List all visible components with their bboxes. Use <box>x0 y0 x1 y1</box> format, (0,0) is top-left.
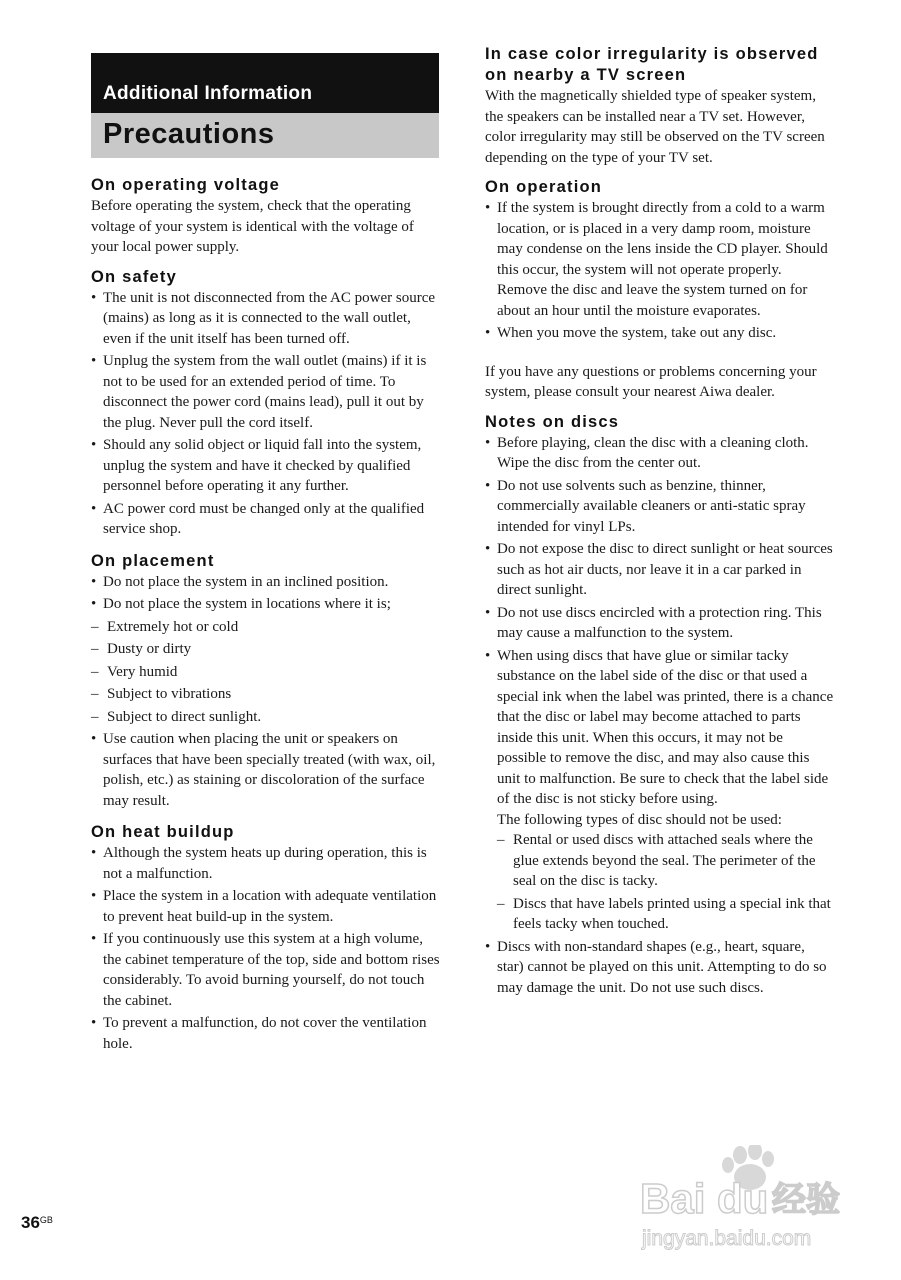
list-item: – Extremely hot or cold <box>79 617 441 638</box>
operation-list <box>485 198 835 344</box>
region-code: GB <box>39 1215 53 1225</box>
placement-locations-list <box>79 617 441 728</box>
list-item: • AC power cord must be changed only at the qualified service shop. <box>91 499 441 540</box>
list-item: – Very humid <box>79 662 441 683</box>
right-column <box>485 44 835 1000</box>
list-item: • If the system is brought directly from a cold to a warm location, or is placed in a very damp room, moisture may condense on the lens inside the CD player. Should this occur, the system will not operate properly. Remove the disc and leave the system turned on for about an hour until the moisture evaporates. <box>485 198 835 321</box>
watermark-brand: Bai du <box>640 1175 769 1222</box>
list-item: – Subject to vibrations <box>79 684 441 705</box>
list-item-text: When using discs that have glue or similar tacky substance on the label side of the disc or that used a special ink when the label was printed, there is a chance that the disc or label may become attached to parts inside this unit. When this occurs, it may not be possible to remove the disc, and may also cause this unit to malfunction. Be sure to check that the label side of the disc is not sticky before using. <box>497 647 834 807</box>
dealer-contact-text: If you have any questions or problems concerning your system, please consult your nearest Aiwa dealer. <box>485 363 817 400</box>
list-item: • Should any solid object or liquid fall into the system, unplug the system and have it checked by qualified personnel before operating it any further. <box>91 435 441 497</box>
baidu-watermark <box>640 1145 850 1260</box>
list-item: • Before playing, clean the disc with a cleaning cloth. Wipe the disc from the center out. <box>485 433 835 474</box>
list-item: • Use caution when placing the unit or speakers on surfaces that have been specially treated (with wax, oil, polish, etc.) as staining or discoloration of the surface may result. <box>91 729 441 811</box>
section-category: Additional Information <box>103 83 313 104</box>
list-item: • Do not place the system in an inclined position. <box>91 572 441 593</box>
list-item: • Discs with non-standard shapes (e.g., heart, square, star) cannot be played on this unit. Attempting to do so may damage the unit. Do not use such discs. <box>485 937 835 999</box>
list-item: – Subject to direct sunlight. <box>79 707 441 728</box>
list-item: • The unit is not disconnected from the AC power source (mains) as long as it is connected to the wall outlet, even if the unit itself has been turned off. <box>91 288 441 350</box>
operating-voltage-text: Before operating the system, check that the operating voltage of your system is identical with the voltage of your local power supply. <box>91 198 414 255</box>
list-item-note: The following types of disc should not be used: <box>497 811 782 828</box>
heading-placement: On placement <box>91 551 215 570</box>
list-item: • Do not expose the disc to direct sunlight or heat sources such as hot air ducts, nor leave it in a car parked in direct sunlight. <box>485 539 835 601</box>
page-title-banner <box>91 113 439 158</box>
heading-notes-on-discs: Notes on discs <box>485 412 620 431</box>
list-item: – Dusty or dirty <box>79 639 441 660</box>
list-item: • Do not use discs encircled with a protection ring. This may cause a malfunction to the system. <box>485 603 835 644</box>
list-item: • Do not use solvents such as benzine, thinner, commercially available cleaners or anti-static spray intended for vinyl LPs. <box>485 476 835 538</box>
page-number <box>21 1213 53 1233</box>
list-item: • Do not place the system in locations where it is; <box>91 594 441 615</box>
list-item: • To prevent a malfunction, do not cover the ventilation hole. <box>91 1013 441 1054</box>
list-item: • If you continuously use this system at a high volume, the cabinet temperature of the top, side and bottom rises considerably. To avoid burning yourself, do not touch the cabinet. <box>91 929 441 1011</box>
heat-list <box>91 843 441 1054</box>
list-item: • When you move the system, take out any disc. <box>485 323 835 344</box>
placement-list <box>91 572 441 615</box>
heading-heat-buildup: On heat buildup <box>91 823 235 841</box>
safety-list <box>91 288 441 540</box>
color-irregularity-text: With the magnetically shielded type of speaker system, the speakers can be installed near a TV set. However, color irregularity may still be observed on the TV screen depending on the type of your TV set. <box>485 88 825 166</box>
list-item <box>485 646 835 935</box>
watermark-url: jingyan.baidu.com <box>642 1227 812 1250</box>
list-item: – Discs that have labels printed using a special ink that feels tacky when touched. <box>485 894 835 935</box>
page-number-value: 36 <box>21 1213 40 1232</box>
watermark-brand-cn: 经验 <box>772 1180 840 1220</box>
heading-safety: On safety <box>91 267 177 286</box>
list-item: • Place the system in a location with adequate ventilation to prevent heat build-up in the system. <box>91 886 441 927</box>
list-item: – Rental or used discs with attached seals where the glue extends beyond the seal. The perimeter of the seal on the disc is tacky. <box>485 830 835 892</box>
heading-color-irregularity: In case color irregularity is observed on nearby a TV screen <box>485 45 819 84</box>
section-category-banner <box>91 53 439 113</box>
list-item: • Unplug the system from the wall outlet (mains) if it is not to be used for an extended period of time. To disconnect the power cord (mains lead), pull it out by the plug. Never pull the cord itself. <box>91 351 441 433</box>
heading-operating-voltage: On operating voltage <box>91 176 281 194</box>
heading-operation: On operation <box>485 178 603 196</box>
list-item: • Although the system heats up during operation, this is not a malfunction. <box>91 843 441 884</box>
page-title: Precautions <box>103 118 275 150</box>
left-column <box>91 175 441 1056</box>
discs-list <box>485 433 835 999</box>
unsuitable-discs-list <box>485 830 835 935</box>
